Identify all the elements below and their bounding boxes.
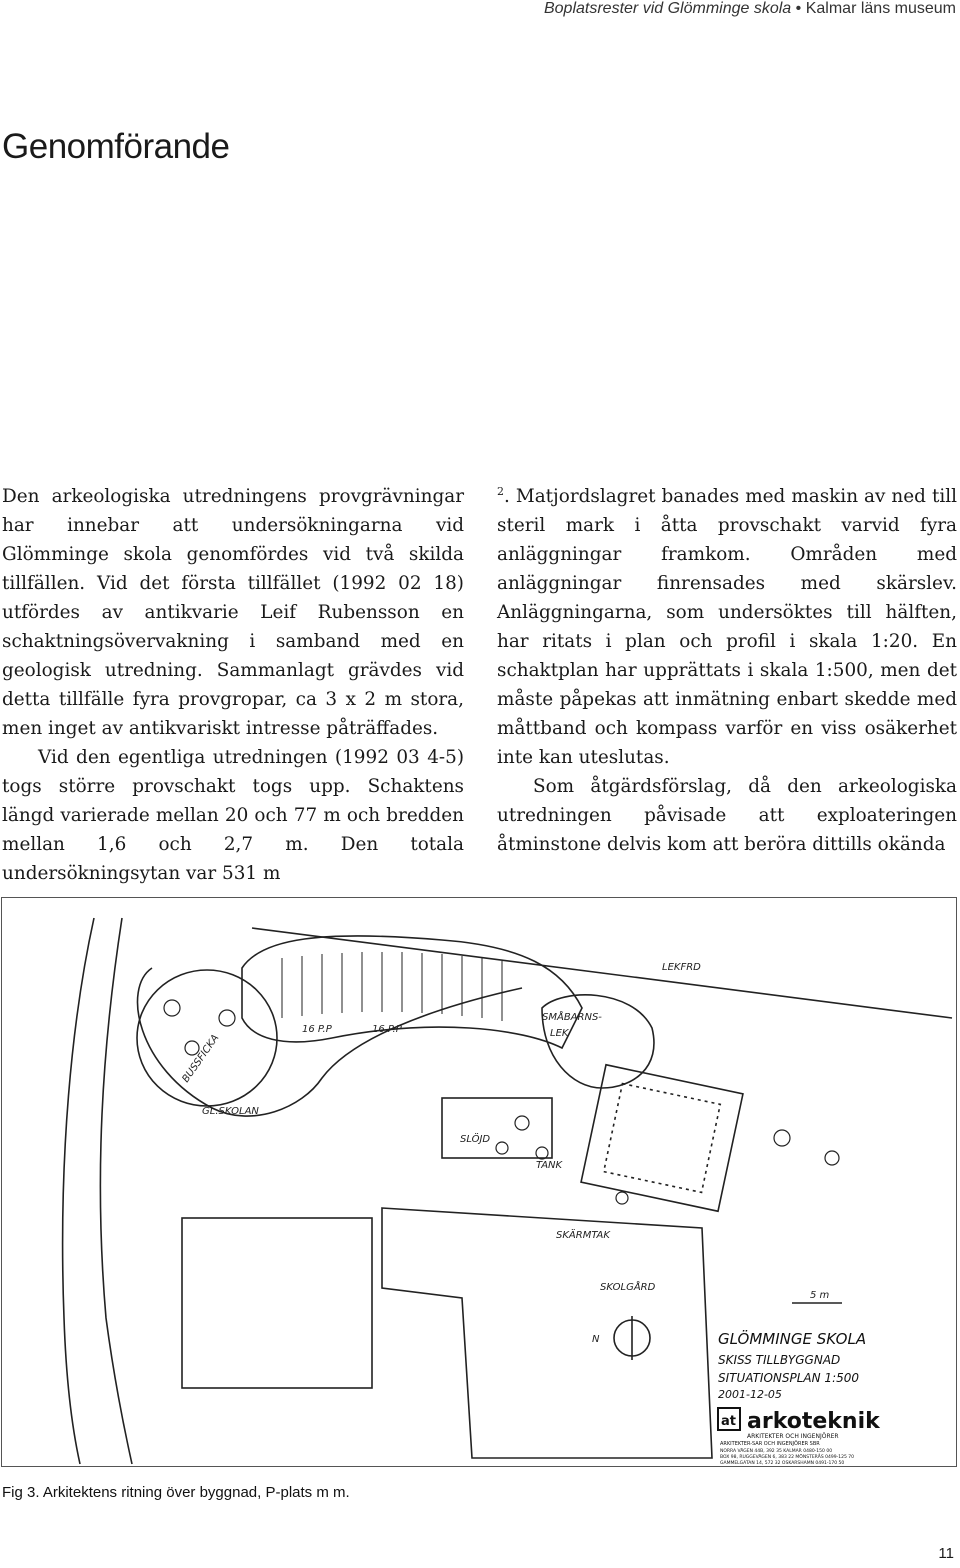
slojd-building xyxy=(442,1098,552,1158)
road-curve-inner xyxy=(100,918,132,1464)
label-parking-1: 16 P.P xyxy=(302,1024,332,1035)
schoolyard-outline xyxy=(382,1208,712,1458)
paragraph-2-part-a: Vid den egentliga utredningen (1992 03 4-5) togs större provschakt togs upp. Schaktens längd varierade mellan 20 och 77 m och bredden mellan 1,6 och 2,7 m. Den totala undersökningsytan var 531 m xyxy=(2,747,464,884)
text-column-left xyxy=(2,482,464,888)
logo-address-2: BOX 98, RUGGEVÄGEN 6, 383 22 MÖNSTERÅS 0499-125 70 xyxy=(720,1455,854,1460)
label-slojd: SLÖJD xyxy=(460,1134,491,1145)
paragraph-2-part-b: . Matjordslagret banades med maskin av ned till steril mark i åtta provschakt varvid fyra anläggningar framkom. Områden med anläggningar finrensades med skärslev. Anläggningarna, som undersöktes till hälften, har ritats i plan och profil i skala 1:20. En schaktplan har upprättats i skala 1:500, men det måste påpekas att inmätning enbart skedde med måttband och kompass varför en viss osäkerhet inte kan uteslutas. xyxy=(497,486,957,768)
main-building xyxy=(581,1065,743,1211)
title-line-1: GLÖMMINGE SKOLA xyxy=(718,1330,867,1348)
title-line-3: SITUATIONSPLAN 1:500 xyxy=(718,1371,860,1385)
running-header-publisher: Kalmar läns museum xyxy=(805,0,956,17)
drawing-title-block xyxy=(718,1329,866,1401)
label-bussficka: BUSSFICKA xyxy=(180,1032,222,1085)
page-number: 11 xyxy=(938,1545,954,1562)
section-heading: Genomförande xyxy=(2,127,230,166)
arkoteknik-logo xyxy=(718,1408,881,1466)
paragraph-1: Den arkeologiska utredningens provgrävningar har innebar att undersökningarna vid Glömminge skola genomfördes vid två skilda tillfällen. Vid det första tillfället (1992 02 18) utfördes av antikvarie Leif Rubensson en schaktningsövervakning i samband med en geologisk utredning. Sammanlagt grävdes vid detta tillfälle fyra provgropar, ca 3 x 2 m stora, men inget av antikvariskt intresse påträffades. xyxy=(2,486,464,739)
property-boundary xyxy=(252,928,952,1018)
paragraph-3: Som åtgärdsförslag, då den arkeologiska utredningen påvisade att exploateringen åtminstone delvis kom att beröra dittills okända xyxy=(497,776,957,855)
label-tank: TANK xyxy=(536,1160,563,1171)
title-line-2: SKISS TILLBYGGNAD xyxy=(718,1353,841,1367)
paragraph-2-start xyxy=(2,743,464,888)
title-line-4: 2001-12-05 xyxy=(718,1388,782,1401)
label-skarmtak: SKÄRMTAK xyxy=(556,1230,610,1241)
site-plan-drawing xyxy=(2,898,956,1466)
running-header-title: Boplatsrester vid Glömminge skola xyxy=(543,0,792,17)
logo-mark: at xyxy=(721,1414,736,1429)
road-curve xyxy=(63,918,94,1464)
superscript-2: 2 xyxy=(497,484,504,498)
logo-address-3: GAMMELGATAN 14, 572 32 OSKARSHAMN 0491-170 50 xyxy=(720,1461,845,1466)
figure-caption: Fig 3. Arkitektens ritning över byggnad, P-plats m m. xyxy=(2,1484,350,1501)
running-header-bullet: • xyxy=(795,0,802,17)
logo-sub-2: ARKITEKTER-SAR OCH INGENJÖRER SBR xyxy=(720,1441,820,1447)
text-column-right xyxy=(497,482,957,859)
running-header xyxy=(544,0,956,18)
logo-sub-1: ARKITEKTER OCH INGENJÖRER xyxy=(747,1433,839,1440)
label-scale: 5 m xyxy=(810,1290,830,1301)
paragraph-2-end xyxy=(497,482,957,772)
gym-building xyxy=(182,1218,372,1388)
label-north: N xyxy=(592,1334,600,1345)
parking-lot-outline xyxy=(242,936,582,1048)
logo-address-1: NORRA VÄGEN 44B, 392 35 KALMAR 0480-150 00 xyxy=(720,1449,833,1454)
extension-hatched xyxy=(604,1084,721,1193)
label-lek: LEK xyxy=(550,1028,569,1039)
parking-stall-lines xyxy=(282,952,502,1021)
logo-name: arkoteknik xyxy=(747,1409,880,1434)
label-lekfrd: LEKFRD xyxy=(662,962,701,973)
play-area xyxy=(542,995,654,1088)
green-oval xyxy=(137,970,277,1106)
label-gl-skolan: GL.SKOLAN xyxy=(202,1106,259,1117)
architect-drawing-figure xyxy=(1,897,957,1467)
label-skolgard: SKOLGÅRD xyxy=(600,1282,656,1293)
label-smabarns: SMÅBARNS- xyxy=(542,1012,602,1023)
label-parking-2: 16 P.P xyxy=(372,1024,402,1035)
